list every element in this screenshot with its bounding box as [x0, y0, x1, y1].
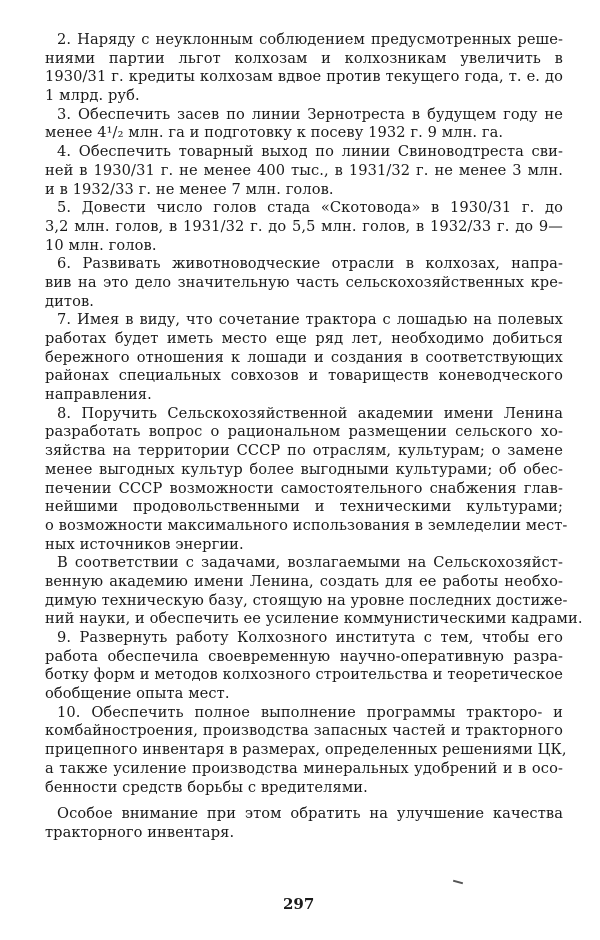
- text-line: работа обеспечила своевременную научно-оперативную разра-: [45, 647, 563, 665]
- text-line: тракторного инвентаря.: [45, 823, 235, 841]
- paragraph: [45, 199, 563, 255]
- text-line: районах специальных совхозов и товариществ коневодческого: [45, 367, 563, 385]
- paragraph: [45, 255, 563, 311]
- text-line: 4. Обеспечить товарный выход по линии Свиноводтреста сви-: [57, 143, 563, 161]
- text-line: разработать вопрос о рациональном размещении сельского хо-: [45, 423, 563, 441]
- text-line: ней в 1930/31 г. не менее 400 тыс., в 1931/32 г. не менее 3 млн.: [45, 161, 563, 179]
- text-line: 9. Развернуть работу Колхозного института с тем, чтобы его: [57, 629, 563, 646]
- text-line: 10 млн. голов.: [45, 236, 157, 254]
- paragraph: [45, 143, 563, 199]
- text-line: бенности средств борьбы с вредителями.: [45, 778, 368, 796]
- text-line: 1 млрд. руб.: [45, 87, 140, 105]
- paragraph: [45, 703, 567, 797]
- text-line: 10. Обеспечить полное выполнение программы тракторо- и: [57, 703, 563, 721]
- page-number: 297: [283, 895, 315, 913]
- text-line: 1930/31 г. кредиты колхозам вдвое против текущего года, т. е. до: [45, 68, 563, 86]
- document-body: [45, 31, 583, 843]
- text-line: ниями партии льгот колхозам и колхозникам увеличить в: [45, 49, 563, 67]
- text-line: дитов.: [45, 292, 95, 310]
- text-line: венную академию имени Ленина, создать для ее работы необхо-: [45, 572, 563, 590]
- text-line: менее выгодных культур более выгодными культурами; об обес-: [45, 460, 563, 478]
- text-line: работах будет иметь место еще ряд лет, необходимо добиться: [45, 330, 563, 347]
- paragraph: [45, 554, 583, 629]
- text-line: В соответствии с задачами, возлагаемыми на Сельскохозяйст-: [57, 554, 563, 572]
- text-line: обобщение опыта мест.: [45, 685, 230, 703]
- text-line: 2. Наряду с неуклонным соблюдением предусмотренных реше-: [57, 31, 563, 48]
- paragraph: [45, 805, 563, 842]
- text-line: печении СССР возможности самостоятельного снабжения глав-: [45, 479, 563, 497]
- text-line: бережного отношения к лошади и создания в соответствующих: [45, 348, 563, 366]
- text-line: о возможности максимального использования в земледелии мест-: [45, 516, 568, 534]
- paragraph: [45, 404, 568, 555]
- text-line: 5. Довести число голов стада «Скотовода» в 1930/31 г. до: [57, 199, 563, 217]
- paragraph: [45, 311, 563, 404]
- text-line: 8. Поручить Сельскохозяйственной академии имени Ленина: [57, 404, 563, 422]
- text-line: 3. Обеспечить засев по линии Зернотреста в будущем году не: [57, 105, 563, 123]
- text-line: ний науки, и обеспечить ее усиление коммунистическими кадрами.: [45, 610, 583, 628]
- text-line: 6. Развивать животноводческие отрасли в колхозах, напра-: [57, 255, 563, 273]
- paragraph: [45, 106, 563, 143]
- text-line: вив на это дело значительную часть сельскохозяйственных кре-: [45, 273, 563, 291]
- paragraph: [45, 629, 563, 704]
- text-line: димую техническую базу, стоящую на уровне последних достиже-: [45, 591, 568, 609]
- text-line: а также усиление производства минеральных удобрений и в осо-: [45, 759, 563, 777]
- paragraph: [45, 31, 563, 106]
- scan-mark: [453, 880, 463, 885]
- text-line: 3,2 млн. голов, в 1931/32 г. до 5,5 млн. голов, в 1932/33 г. до 9—: [45, 217, 563, 235]
- text-line: направления.: [45, 386, 152, 404]
- text-line: и в 1932/33 г. не менее 7 млн. голов.: [45, 180, 334, 198]
- text-line: прицепного инвентаря в размерах, определенных решениями ЦК,: [45, 741, 567, 759]
- text-line: Особое внимание при этом обратить на улучшение качества: [57, 805, 563, 823]
- text-line: 7. Имея в виду, что сочетание трактора с лошадью на полевых: [57, 311, 563, 329]
- text-line: менее 4¹/₂ млн. га и подготовку к посеву 1932 г. 9 млн. га.: [45, 124, 504, 142]
- text-line: ных источников энергии.: [45, 535, 244, 553]
- text-line: зяйства на территории СССР по отраслям, культурам; о замене: [45, 442, 563, 460]
- text-line: комбайностроения, производства запасных частей и тракторного: [45, 722, 563, 740]
- text-line: ботку форм и методов колхозного строительства и теоретическое: [45, 666, 563, 684]
- text-line: нейшими продовольственными и техническими культурами;: [45, 498, 563, 516]
